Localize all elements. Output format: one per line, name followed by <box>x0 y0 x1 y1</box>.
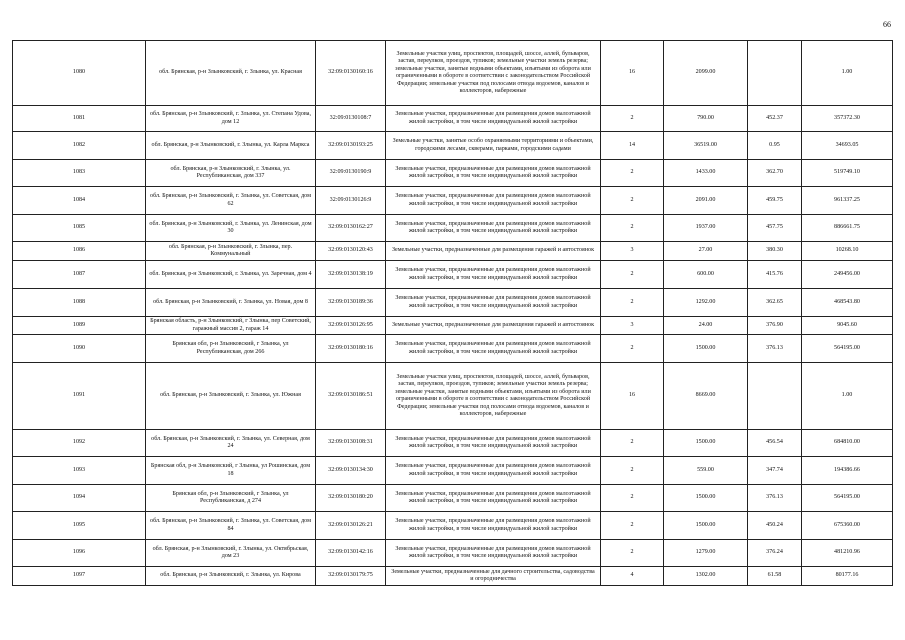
cadastral-value-cell: 10268.10 <box>802 242 893 261</box>
address-cell: Брянская обл, р-н Злынковский, г Злынка, ул Республиканская, д 274 <box>146 485 316 512</box>
area-cell: 1302.00 <box>664 567 748 586</box>
address-cell: обл. Брянская, р-н Злынковский, г. Злынка, ул. Новая, дом 8 <box>146 289 316 317</box>
cadastral-value-cell: 80177.16 <box>802 567 893 586</box>
address-cell: обл. Брянская, р-н Злынковский, г. Злынка, ул. Красная <box>146 41 316 106</box>
area-cell: 1279.00 <box>664 540 748 567</box>
table-row <box>13 485 893 512</box>
area-cell: 27.00 <box>664 242 748 261</box>
specific-value-cell: 362.70 <box>748 160 802 187</box>
table-row <box>13 215 893 242</box>
table-row <box>13 289 893 317</box>
area-cell: 559.00 <box>664 457 748 485</box>
row-number: 1091 <box>13 363 146 430</box>
row-number: 1095 <box>13 512 146 540</box>
row-number: 1083 <box>13 160 146 187</box>
row-number: 1093 <box>13 457 146 485</box>
row-number: 1086 <box>13 242 146 261</box>
cadastral-value-cell: 564195.00 <box>802 335 893 363</box>
area-cell: 24.00 <box>664 317 748 335</box>
cadastral-number-cell: 32:09:0130190:9 <box>316 160 386 187</box>
cadastral-number-cell: 32:09:0130193:25 <box>316 132 386 160</box>
cadastral-number-cell: 32:09:0130120:43 <box>316 242 386 261</box>
row-number: 1081 <box>13 106 146 132</box>
table-row <box>13 41 893 106</box>
table-row <box>13 261 893 289</box>
land-use-cell: Земельные участки, предназначенные для размещения домов малоэтажной жилой застройки, в том числе индивидуальной жилой застройки <box>386 160 601 187</box>
group-cell: 2 <box>601 335 664 363</box>
specific-value-cell: 415.76 <box>748 261 802 289</box>
table-row <box>13 106 893 132</box>
row-number: 1096 <box>13 540 146 567</box>
specific-value-cell: 376.24 <box>748 540 802 567</box>
table-row <box>13 457 893 485</box>
address-cell: обл. Брянская, р-н Злынковский, г. Злынка, ул. Заречная, дом 4 <box>146 261 316 289</box>
address-cell: обл. Брянская, р-н Злынковский, г. Злынка, ул. Советская, дом 62 <box>146 187 316 215</box>
cadastral-number-cell: 32:09:0130180:16 <box>316 335 386 363</box>
specific-value-cell <box>748 41 802 106</box>
cadastral-value-cell: 1.00 <box>802 41 893 106</box>
land-use-cell: Земельные участки улиц, проспектов, площадей, шоссе, аллей, бульваров, застав, переулков, проездов, тупиков; земельные участки земель резерва; земельные участки, занятые водными объектами, изъятыми из оборота или ограниченными в обороте в соответствии с законодательством Российской Федерации; земельные участки под полосами отвода водоемов, каналов и коллекторов, набережные <box>386 363 601 430</box>
cadastral-value-cell: 481210.96 <box>802 540 893 567</box>
page-number: 66 <box>883 20 891 29</box>
group-cell: 4 <box>601 567 664 586</box>
group-cell: 2 <box>601 261 664 289</box>
cadastral-number-cell: 32:09:0130108:31 <box>316 430 386 457</box>
table-row <box>13 567 893 586</box>
address-cell: обл. Брянская, р-н Злынковский, г. Злынка, ул. Карла Маркса <box>146 132 316 160</box>
row-number: 1085 <box>13 215 146 242</box>
cadastral-number-cell: 32:09:0130134:30 <box>316 457 386 485</box>
row-number: 1090 <box>13 335 146 363</box>
cadastral-number-cell: 32:09:0130179:75 <box>316 567 386 586</box>
land-use-cell: Земельные участки, предназначенные для размещения домов малоэтажной жилой застройки, в том числе индивидуальной жилой застройки <box>386 457 601 485</box>
area-cell: 1292.00 <box>664 289 748 317</box>
specific-value-cell <box>748 363 802 430</box>
specific-value-cell: 347.74 <box>748 457 802 485</box>
row-number: 1082 <box>13 132 146 160</box>
row-number: 1087 <box>13 261 146 289</box>
address-cell: обл. Брянская, р-н Злынковский, г. Злынка, ул. Советская, дом 84 <box>146 512 316 540</box>
address-cell: Брянская обл, р-н Злынковский, г Злынка, ул Республиканская, дом 266 <box>146 335 316 363</box>
area-cell: 1500.00 <box>664 335 748 363</box>
land-use-cell: Земельные участки, предназначенные для размещения домов малоэтажной жилой застройки, в том числе индивидуальной жилой застройки <box>386 187 601 215</box>
group-cell: 2 <box>601 160 664 187</box>
cadastral-table <box>12 40 893 586</box>
group-cell: 2 <box>601 457 664 485</box>
cadastral-number-cell: 32:09:0130126:21 <box>316 512 386 540</box>
cadastral-value-cell: 9045.60 <box>802 317 893 335</box>
table-row <box>13 187 893 215</box>
specific-value-cell: 456.54 <box>748 430 802 457</box>
specific-value-cell: 450.24 <box>748 512 802 540</box>
land-use-cell: Земельные участки, предназначенные для размещения домов малоэтажной жилой застройки, в том числе индивидуальной жилой застройки <box>386 335 601 363</box>
cadastral-value-cell: 961337.25 <box>802 187 893 215</box>
specific-value-cell: 459.75 <box>748 187 802 215</box>
group-cell: 16 <box>601 363 664 430</box>
area-cell: 8669.00 <box>664 363 748 430</box>
land-use-cell: Земельные участки, предназначенные для размещения домов малоэтажной жилой застройки, в том числе индивидуальной жилой застройки <box>386 485 601 512</box>
group-cell: 3 <box>601 242 664 261</box>
area-cell: 1937.00 <box>664 215 748 242</box>
land-use-cell: Земельные участки, предназначенные для размещения домов малоэтажной жилой застройки, в том числе индивидуальной жилой застройки <box>386 261 601 289</box>
cadastral-value-cell: 684810.00 <box>802 430 893 457</box>
group-cell: 2 <box>601 215 664 242</box>
table-row <box>13 132 893 160</box>
group-cell: 2 <box>601 512 664 540</box>
table-row <box>13 317 893 335</box>
area-cell: 790.00 <box>664 106 748 132</box>
land-use-cell: Земельные участки, предназначенные для размещения домов малоэтажной жилой застройки, в том числе индивидуальной жилой застройки <box>386 215 601 242</box>
address-cell: Брянская область, р-н Злынковский, г Злынка, пер Советский, гаражный массив 2, гараж 14 <box>146 317 316 335</box>
row-number: 1094 <box>13 485 146 512</box>
cadastral-value-cell: 519749.10 <box>802 160 893 187</box>
cadastral-number-cell: 32:09:0130186:51 <box>316 363 386 430</box>
row-number: 1097 <box>13 567 146 586</box>
specific-value-cell: 376.13 <box>748 485 802 512</box>
cadastral-number-cell: 32:09:0130180:20 <box>316 485 386 512</box>
cadastral-value-cell: 564195.00 <box>802 485 893 512</box>
group-cell: 2 <box>601 289 664 317</box>
cadastral-number-cell: 32:09:0130189:36 <box>316 289 386 317</box>
row-number: 1092 <box>13 430 146 457</box>
table-row <box>13 540 893 567</box>
table-row <box>13 242 893 261</box>
land-use-cell: Земельные участки, предназначенные для размещения гаражей и автостоянок <box>386 317 601 335</box>
specific-value-cell: 380.30 <box>748 242 802 261</box>
table-row <box>13 363 893 430</box>
group-cell: 2 <box>601 540 664 567</box>
land-use-cell: Земельные участки, предназначенные для размещения гаражей и автостоянок <box>386 242 601 261</box>
area-cell: 36519.00 <box>664 132 748 160</box>
cadastral-value-cell: 249456.00 <box>802 261 893 289</box>
group-cell: 2 <box>601 430 664 457</box>
land-use-cell: Земельные участки, предназначенные для размещения домов малоэтажной жилой застройки, в том числе индивидуальной жилой застройки <box>386 289 601 317</box>
cadastral-value-cell: 468543.80 <box>802 289 893 317</box>
area-cell: 2091.00 <box>664 187 748 215</box>
address-cell: обл. Брянская, р-н Злынковский, г. Злынка, ул. Октябрьская, дом 23 <box>146 540 316 567</box>
land-use-cell: Земельные участки, предназначенные для дачного строительства, садоводства и огородничества <box>386 567 601 586</box>
area-cell: 2099.00 <box>664 41 748 106</box>
address-cell: обл. Брянская, р-н Злынковский, г. Злынка, пер. Коммунальный <box>146 242 316 261</box>
specific-value-cell: 376.13 <box>748 335 802 363</box>
table-row <box>13 430 893 457</box>
cadastral-value-cell: 357372.30 <box>802 106 893 132</box>
row-number: 1089 <box>13 317 146 335</box>
cadastral-number-cell: 32:09:0130126:9 <box>316 187 386 215</box>
cadastral-number-cell: 32:09:0130138:19 <box>316 261 386 289</box>
specific-value-cell: 452.37 <box>748 106 802 132</box>
area-cell: 600.00 <box>664 261 748 289</box>
cadastral-value-cell: 675360.00 <box>802 512 893 540</box>
table-row <box>13 512 893 540</box>
group-cell: 2 <box>601 106 664 132</box>
land-use-cell: Земельные участки, предназначенные для размещения домов малоэтажной жилой застройки, в том числе индивидуальной жилой застройки <box>386 106 601 132</box>
group-cell: 2 <box>601 187 664 215</box>
address-cell: обл. Брянская, р-н Злынковский, г. Злынка, ул. Северная, дом 24 <box>146 430 316 457</box>
cadastral-number-cell: 32:09:0130160:16 <box>316 41 386 106</box>
cadastral-number-cell: 32:09:0130108:7 <box>316 106 386 132</box>
land-use-cell: Земельные участки, предназначенные для размещения домов малоэтажной жилой застройки, в том числе индивидуальной жилой застройки <box>386 540 601 567</box>
land-use-cell: Земельные участки, предназначенные для размещения домов малоэтажной жилой застройки, в том числе индивидуальной жилой застройки <box>386 512 601 540</box>
address-cell: обл. Брянская, р-н Злынковский, г. Злынка, ул. Ленинская, дом 30 <box>146 215 316 242</box>
specific-value-cell: 362.65 <box>748 289 802 317</box>
specific-value-cell: 457.75 <box>748 215 802 242</box>
address-cell: Брянская обл, р-н Злынковский, г Злынка, ул Рошинская, дом 18 <box>146 457 316 485</box>
specific-value-cell: 0.95 <box>748 132 802 160</box>
area-cell: 1433.00 <box>664 160 748 187</box>
group-cell: 2 <box>601 485 664 512</box>
address-cell: обл. Брянская, р-н Злынковский, г. Злынка, ул. Степана Удова, дом 12 <box>146 106 316 132</box>
group-cell: 3 <box>601 317 664 335</box>
cadastral-value-cell: 886661.75 <box>802 215 893 242</box>
group-cell: 14 <box>601 132 664 160</box>
address-cell: обл. Брянская, р-н Злынковский, г. Злынка, ул. Кирова <box>146 567 316 586</box>
table-row <box>13 335 893 363</box>
cadastral-number-cell: 32:09:0130162:27 <box>316 215 386 242</box>
cadastral-value-cell: 34693.05 <box>802 132 893 160</box>
row-number: 1088 <box>13 289 146 317</box>
specific-value-cell: 61.58 <box>748 567 802 586</box>
address-cell: обл. Брянская, р-н Злынковский, г. Злынка, ул. Республиканская, дом 337 <box>146 160 316 187</box>
row-number: 1080 <box>13 41 146 106</box>
land-use-cell: Земельные участки, занятые особо охраняемыми территориями и объектами, городскими лесами, скверами, парками, городскими садами <box>386 132 601 160</box>
table-row <box>13 160 893 187</box>
area-cell: 1500.00 <box>664 485 748 512</box>
area-cell: 1500.00 <box>664 430 748 457</box>
address-cell: обл. Брянская, р-н Злынковский, г. Злынка, ул. Южная <box>146 363 316 430</box>
row-number: 1084 <box>13 187 146 215</box>
group-cell: 16 <box>601 41 664 106</box>
cadastral-number-cell: 32:09:0130142:16 <box>316 540 386 567</box>
cadastral-number-cell: 32:09:0130126:95 <box>316 317 386 335</box>
land-use-cell: Земельные участки улиц, проспектов, площадей, шоссе, аллей, бульваров, застав, переулков, проездов, тупиков; земельные участки земель резерва; земельные участки, занятые водными объектами, изъятыми из оборота или ограниченными в обороте в соответствии с законодательством Российской Федерации; земельные участки под полосами отвода водоемов, каналов и коллекторов, набережные <box>386 41 601 106</box>
land-use-cell: Земельные участки, предназначенные для размещения домов малоэтажной жилой застройки, в том числе индивидуальной жилой застройки <box>386 430 601 457</box>
area-cell: 1500.00 <box>664 512 748 540</box>
cadastral-value-cell: 1.00 <box>802 363 893 430</box>
specific-value-cell: 376.90 <box>748 317 802 335</box>
cadastral-value-cell: 194386.66 <box>802 457 893 485</box>
